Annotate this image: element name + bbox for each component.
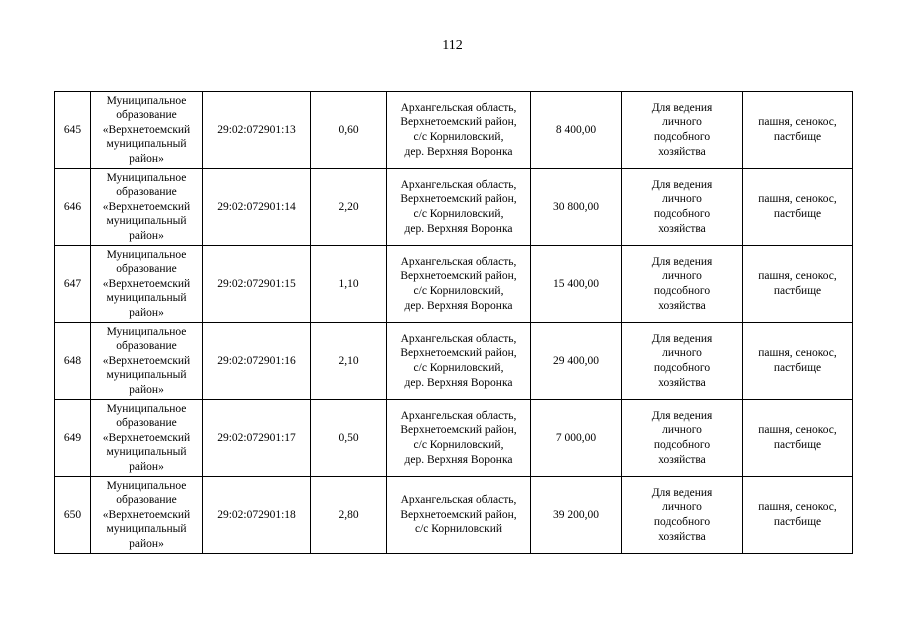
address-cell [387, 400, 531, 477]
address-line: Верхнетоемский район, [400, 193, 517, 206]
permitted-use-line: Для ведения [651, 409, 713, 422]
owner-line: образование [116, 263, 177, 276]
cadastral-value-cell: 39 200,00 [531, 477, 622, 554]
cadastral-value-cell: 8 400,00 [531, 92, 622, 169]
owner-cell [91, 246, 203, 323]
owner-line: район» [129, 152, 164, 165]
address-line: Архангельская область, [400, 178, 517, 191]
owner-line: Муниципальное [106, 479, 187, 492]
permitted-use-line: хозяйства [658, 145, 706, 158]
address-line: Архангельская область, [400, 101, 517, 114]
permitted-use-line: Для ведения [651, 101, 713, 114]
table-row [55, 323, 853, 400]
cadastral-value-cell: 15 400,00 [531, 246, 622, 323]
table-row [55, 246, 853, 323]
permitted-use-line: подсобного [653, 439, 711, 451]
address-line: Архангельская область, [400, 494, 517, 507]
table-row [55, 400, 853, 477]
permitted-use-line: подсобного [653, 208, 711, 220]
area-cell: 0,60 [311, 92, 387, 169]
permitted-use-line: личного [662, 116, 702, 129]
area-cell: 2,10 [311, 323, 387, 400]
address-cell [387, 323, 531, 400]
owner-line: «Верхнетоемский [102, 508, 191, 521]
owner-line: Муниципальное [106, 325, 187, 338]
address-cell [387, 246, 531, 323]
owner-cell [91, 400, 203, 477]
owner-line: Муниципальное [106, 402, 187, 415]
owner-line: «Верхнетоемский [102, 354, 191, 367]
area-cell: 1,10 [311, 246, 387, 323]
row-number-cell: 645 [55, 92, 91, 169]
address-line: дер. Верхняя Воронка [404, 453, 513, 466]
land-type-line: пастбище [773, 285, 822, 297]
address-line: Верхнетоемский район, [400, 347, 517, 360]
land-type-line: пашня, сенокос, [758, 270, 837, 283]
address-line: дер. Верхняя Воронка [404, 376, 513, 389]
owner-line: образование [116, 109, 177, 122]
cadastral-number-cell: 29:02:072901:14 [203, 169, 311, 246]
owner-line: «Верхнетоемский [102, 200, 191, 213]
owner-line: образование [116, 340, 177, 353]
row-number-cell: 648 [55, 323, 91, 400]
cadastral-number-cell: 29:02:072901:17 [203, 400, 311, 477]
cadastral-value-cell: 30 800,00 [531, 169, 622, 246]
permitted-use-line: личного [662, 193, 702, 206]
owner-line: образование [116, 494, 177, 507]
permitted-use-line: Для ведения [651, 332, 713, 345]
address-line: дер. Верхняя Воронка [404, 222, 513, 235]
permitted-use-cell [622, 246, 743, 323]
owner-line: муниципальный [106, 523, 187, 536]
address-line: с/с Корниловский, [413, 362, 504, 374]
cadastral-number-cell: 29:02:072901:16 [203, 323, 311, 400]
table-row [55, 169, 853, 246]
land-type-cell [743, 400, 853, 477]
row-number-cell: 646 [55, 169, 91, 246]
land-type-cell [743, 246, 853, 323]
owner-line: район» [129, 383, 164, 396]
land-type-line: пастбище [773, 208, 822, 220]
cadastral-value-cell: 7 000,00 [531, 400, 622, 477]
owner-line: «Верхнетоемский [102, 277, 191, 290]
owner-line: муниципальный [106, 138, 187, 151]
owner-line: район» [129, 460, 164, 473]
address-line: с/с Корниловский, [413, 131, 504, 143]
land-type-line: пашня, сенокос, [758, 424, 837, 437]
address-line: с/с Корниловский, [413, 208, 504, 220]
permitted-use-line: Для ведения [651, 255, 713, 268]
permitted-use-line: подсобного [653, 362, 711, 374]
address-line: Верхнетоемский район, [400, 270, 517, 283]
permitted-use-cell [622, 400, 743, 477]
owner-line: район» [129, 306, 164, 319]
permitted-use-cell [622, 92, 743, 169]
land-type-line: пашня, сенокос, [758, 116, 837, 129]
owner-cell [91, 477, 203, 554]
address-line: с/с Корниловский, [413, 285, 504, 297]
land-type-line: пастбище [773, 362, 822, 374]
permitted-use-line: подсобного [653, 516, 711, 528]
owner-line: образование [116, 186, 177, 199]
area-cell: 2,20 [311, 169, 387, 246]
land-plot-table [54, 91, 853, 554]
permitted-use-cell [622, 169, 743, 246]
permitted-use-cell [622, 477, 743, 554]
address-line: с/с Корниловский, [413, 439, 504, 451]
address-line: Верхнетоемский район, [400, 424, 517, 437]
owner-line: «Верхнетоемский [102, 431, 191, 444]
permitted-use-line: хозяйства [658, 376, 706, 389]
permitted-use-line: личного [662, 270, 702, 283]
land-type-line: пашня, сенокос, [758, 501, 837, 514]
cadastral-value-cell: 29 400,00 [531, 323, 622, 400]
owner-line: образование [116, 417, 177, 430]
permitted-use-line: хозяйства [658, 530, 706, 543]
land-type-line: пастбище [773, 131, 822, 143]
address-cell [387, 92, 531, 169]
address-cell [387, 477, 531, 554]
owner-line: район» [129, 537, 164, 550]
permitted-use-line: личного [662, 501, 702, 514]
address-line: дер. Верхняя Воронка [404, 145, 513, 158]
cadastral-number-cell: 29:02:072901:15 [203, 246, 311, 323]
land-type-cell [743, 323, 853, 400]
row-number-cell: 647 [55, 246, 91, 323]
address-cell [387, 169, 531, 246]
table-row [55, 477, 853, 554]
owner-cell [91, 169, 203, 246]
owner-line: «Верхнетоемский [102, 123, 191, 136]
cadastral-number-cell: 29:02:072901:18 [203, 477, 311, 554]
owner-line: муниципальный [106, 292, 187, 305]
owner-line: муниципальный [106, 446, 187, 459]
area-cell: 0,50 [311, 400, 387, 477]
address-line: дер. Верхняя Воронка [404, 299, 513, 312]
row-number-cell: 650 [55, 477, 91, 554]
permitted-use-line: Для ведения [651, 178, 713, 191]
owner-line: Муниципальное [106, 171, 187, 184]
address-line: с/с Корниловский [414, 523, 503, 536]
address-line: Архангельская область, [400, 332, 517, 345]
permitted-use-line: хозяйства [658, 453, 706, 466]
owner-line: район» [129, 229, 164, 242]
address-line: Верхнетоемский район, [400, 508, 517, 521]
permitted-use-line: подсобного [653, 285, 711, 297]
owner-cell [91, 323, 203, 400]
permitted-use-line: хозяйства [658, 299, 706, 312]
permitted-use-line: личного [662, 424, 702, 437]
owner-line: Муниципальное [106, 94, 187, 107]
land-type-line: пастбище [773, 516, 822, 528]
land-type-line: пашня, сенокос, [758, 193, 837, 206]
address-line: Верхнетоемский район, [400, 116, 517, 129]
permitted-use-line: Для ведения [651, 486, 713, 499]
permitted-use-line: хозяйства [658, 222, 706, 235]
area-cell: 2,80 [311, 477, 387, 554]
permitted-use-line: личного [662, 347, 702, 360]
address-line: Архангельская область, [400, 409, 517, 422]
row-number-cell: 649 [55, 400, 91, 477]
permitted-use-line: подсобного [653, 131, 711, 143]
owner-cell [91, 92, 203, 169]
cadastral-number-cell: 29:02:072901:13 [203, 92, 311, 169]
land-type-line: пашня, сенокос, [758, 347, 837, 360]
address-line: Архангельская область, [400, 255, 517, 268]
land-type-cell [743, 477, 853, 554]
table-body [55, 92, 853, 554]
owner-line: муниципальный [106, 215, 187, 228]
permitted-use-cell [622, 323, 743, 400]
table-row [55, 92, 853, 169]
page-number: 112 [442, 38, 463, 53]
owner-line: муниципальный [106, 369, 187, 382]
land-type-line: пастбище [773, 439, 822, 451]
land-type-cell [743, 169, 853, 246]
land-type-cell [743, 92, 853, 169]
owner-line: Муниципальное [106, 248, 187, 261]
